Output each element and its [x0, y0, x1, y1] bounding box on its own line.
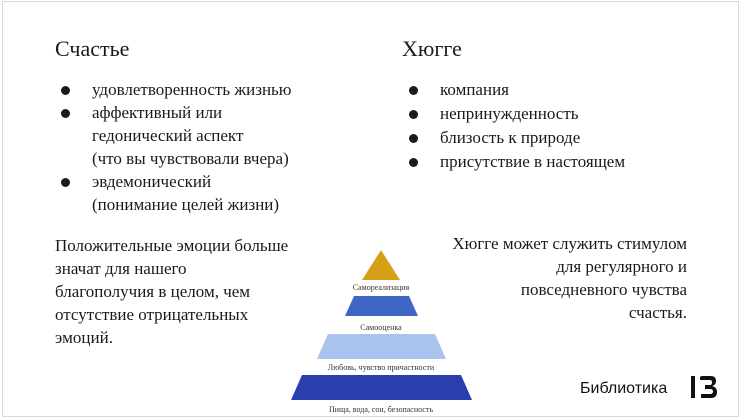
happiness-paragraph: Положительные эмоции больше значат для нашего благополучия в целом, чем отсутствие отрицательных эмоций.	[55, 236, 289, 347]
bullet-icon	[409, 86, 418, 95]
pyramid-level-3	[317, 334, 446, 359]
pyramid-label-1: Самореализация	[352, 283, 410, 292]
hygge-bullets	[405, 78, 625, 173]
pyramid-label-3: Любовь, чувство причастности	[327, 363, 435, 372]
bullet-icon	[61, 86, 70, 95]
list-item: компания	[405, 78, 625, 101]
hygge-paragraph: Хюгге может служить стимулом для регулярного и повседневного чувства счастья.	[452, 234, 687, 322]
bullet-icon	[409, 158, 418, 167]
list-item: эвдемонический (понимание целей жизни)	[57, 170, 292, 216]
brand-logo-icon	[639, 322, 719, 402]
bullet-icon	[61, 109, 70, 118]
brand-logo-text: 13	[639, 322, 640, 323]
brand-name: Библиотика	[580, 380, 668, 397]
bullet-icon	[409, 110, 418, 119]
hygge-title: Хюгге	[402, 36, 462, 61]
list-item: непринужденность	[405, 102, 625, 125]
pyramid-level-4	[291, 375, 472, 400]
pyramid-label-2: Самооценка	[360, 323, 402, 332]
list-item: близость к природе	[405, 126, 625, 149]
pyramid-level-2	[345, 296, 418, 316]
bullet-icon	[409, 134, 418, 143]
bullet-icon	[61, 178, 70, 187]
maslow-pyramid	[286, 246, 476, 416]
list-item: удовлетворенность жизнью	[57, 78, 292, 101]
happiness-title: Счастье	[55, 36, 130, 61]
happiness-bullets	[57, 78, 292, 216]
list-item: присутствие в настоящем	[405, 150, 625, 173]
list-item: аффективный или гедонический аспект (что вы чувствовали вчера)	[57, 101, 292, 170]
slide	[2, 1, 739, 417]
pyramid-level-1	[362, 250, 400, 280]
pyramid-label-4: Пища, вода, сон, безопасность	[329, 405, 433, 414]
